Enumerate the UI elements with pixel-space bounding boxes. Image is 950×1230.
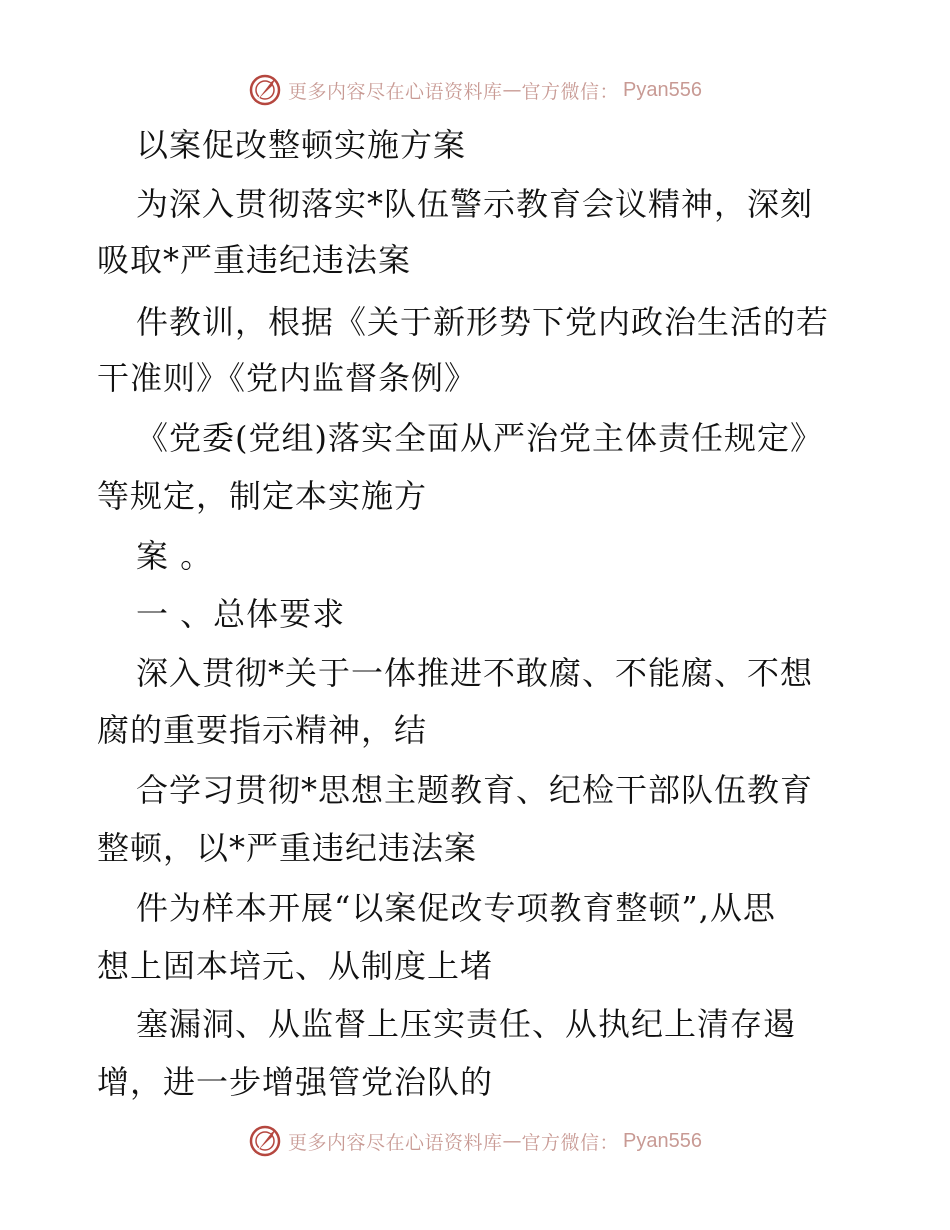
doc-line: 案 。 [136,537,214,575]
banner-text: 更多内容尽在心语资料库 [288,80,503,103]
doc-line: 塞漏洞、从监督上压实责任、从执纪上清存遏 [136,1005,797,1043]
doc-line: 合学习贯彻*思想主题教育、纪检干部队伍教育 [136,771,814,809]
quill-pen-logo-icon [248,1124,282,1158]
header-watermark-banner [0,70,950,110]
banner-separator: — [502,1130,522,1152]
doc-line: 吸取*严重违纪违法案 [97,241,412,279]
doc-title: 以案促改整顿实施方案 [136,126,467,164]
footer-watermark-banner [0,1121,950,1161]
doc-line: 想上固本培元、从制度上堵 [97,947,494,985]
doc-line: 为深入贯彻落实*队伍警示教育会议精神，深刻 [136,185,814,223]
doc-line: 干准则》《党内监督条例》 [97,359,478,397]
quill-pen-logo-icon [248,73,282,107]
doc-line: 整顿，以*严重违纪违法案 [97,829,478,867]
section-heading: 一 、总体要求 [136,595,346,633]
doc-line: 《党委(党组)落实全面从严治党主体责任规定》 [136,419,823,457]
banner-label: 官方微信： [521,1131,620,1154]
banner-label: 官方微信： [521,80,620,103]
doc-line: 腐的重要指示精神，结 [97,711,428,749]
banner-handle: Pyan556 [623,1129,702,1152]
doc-line: 深入贯彻*关于一体推进不敢腐、不能腐、不想 [136,654,814,692]
doc-line: 等规定，制定本实施方 [97,477,428,515]
banner-text: 更多内容尽在心语资料库 [288,1131,503,1154]
doc-line: 增，进一步增强管党治队的 [97,1063,494,1101]
banner-handle: Pyan556 [623,78,702,101]
doc-line: 件为样本开展“以案促改专项教育整顿”,从思 [136,889,776,927]
doc-line: 件教训，根据《关于新形势下党内政治生活的若 [136,303,830,341]
banner-separator: — [502,79,522,101]
